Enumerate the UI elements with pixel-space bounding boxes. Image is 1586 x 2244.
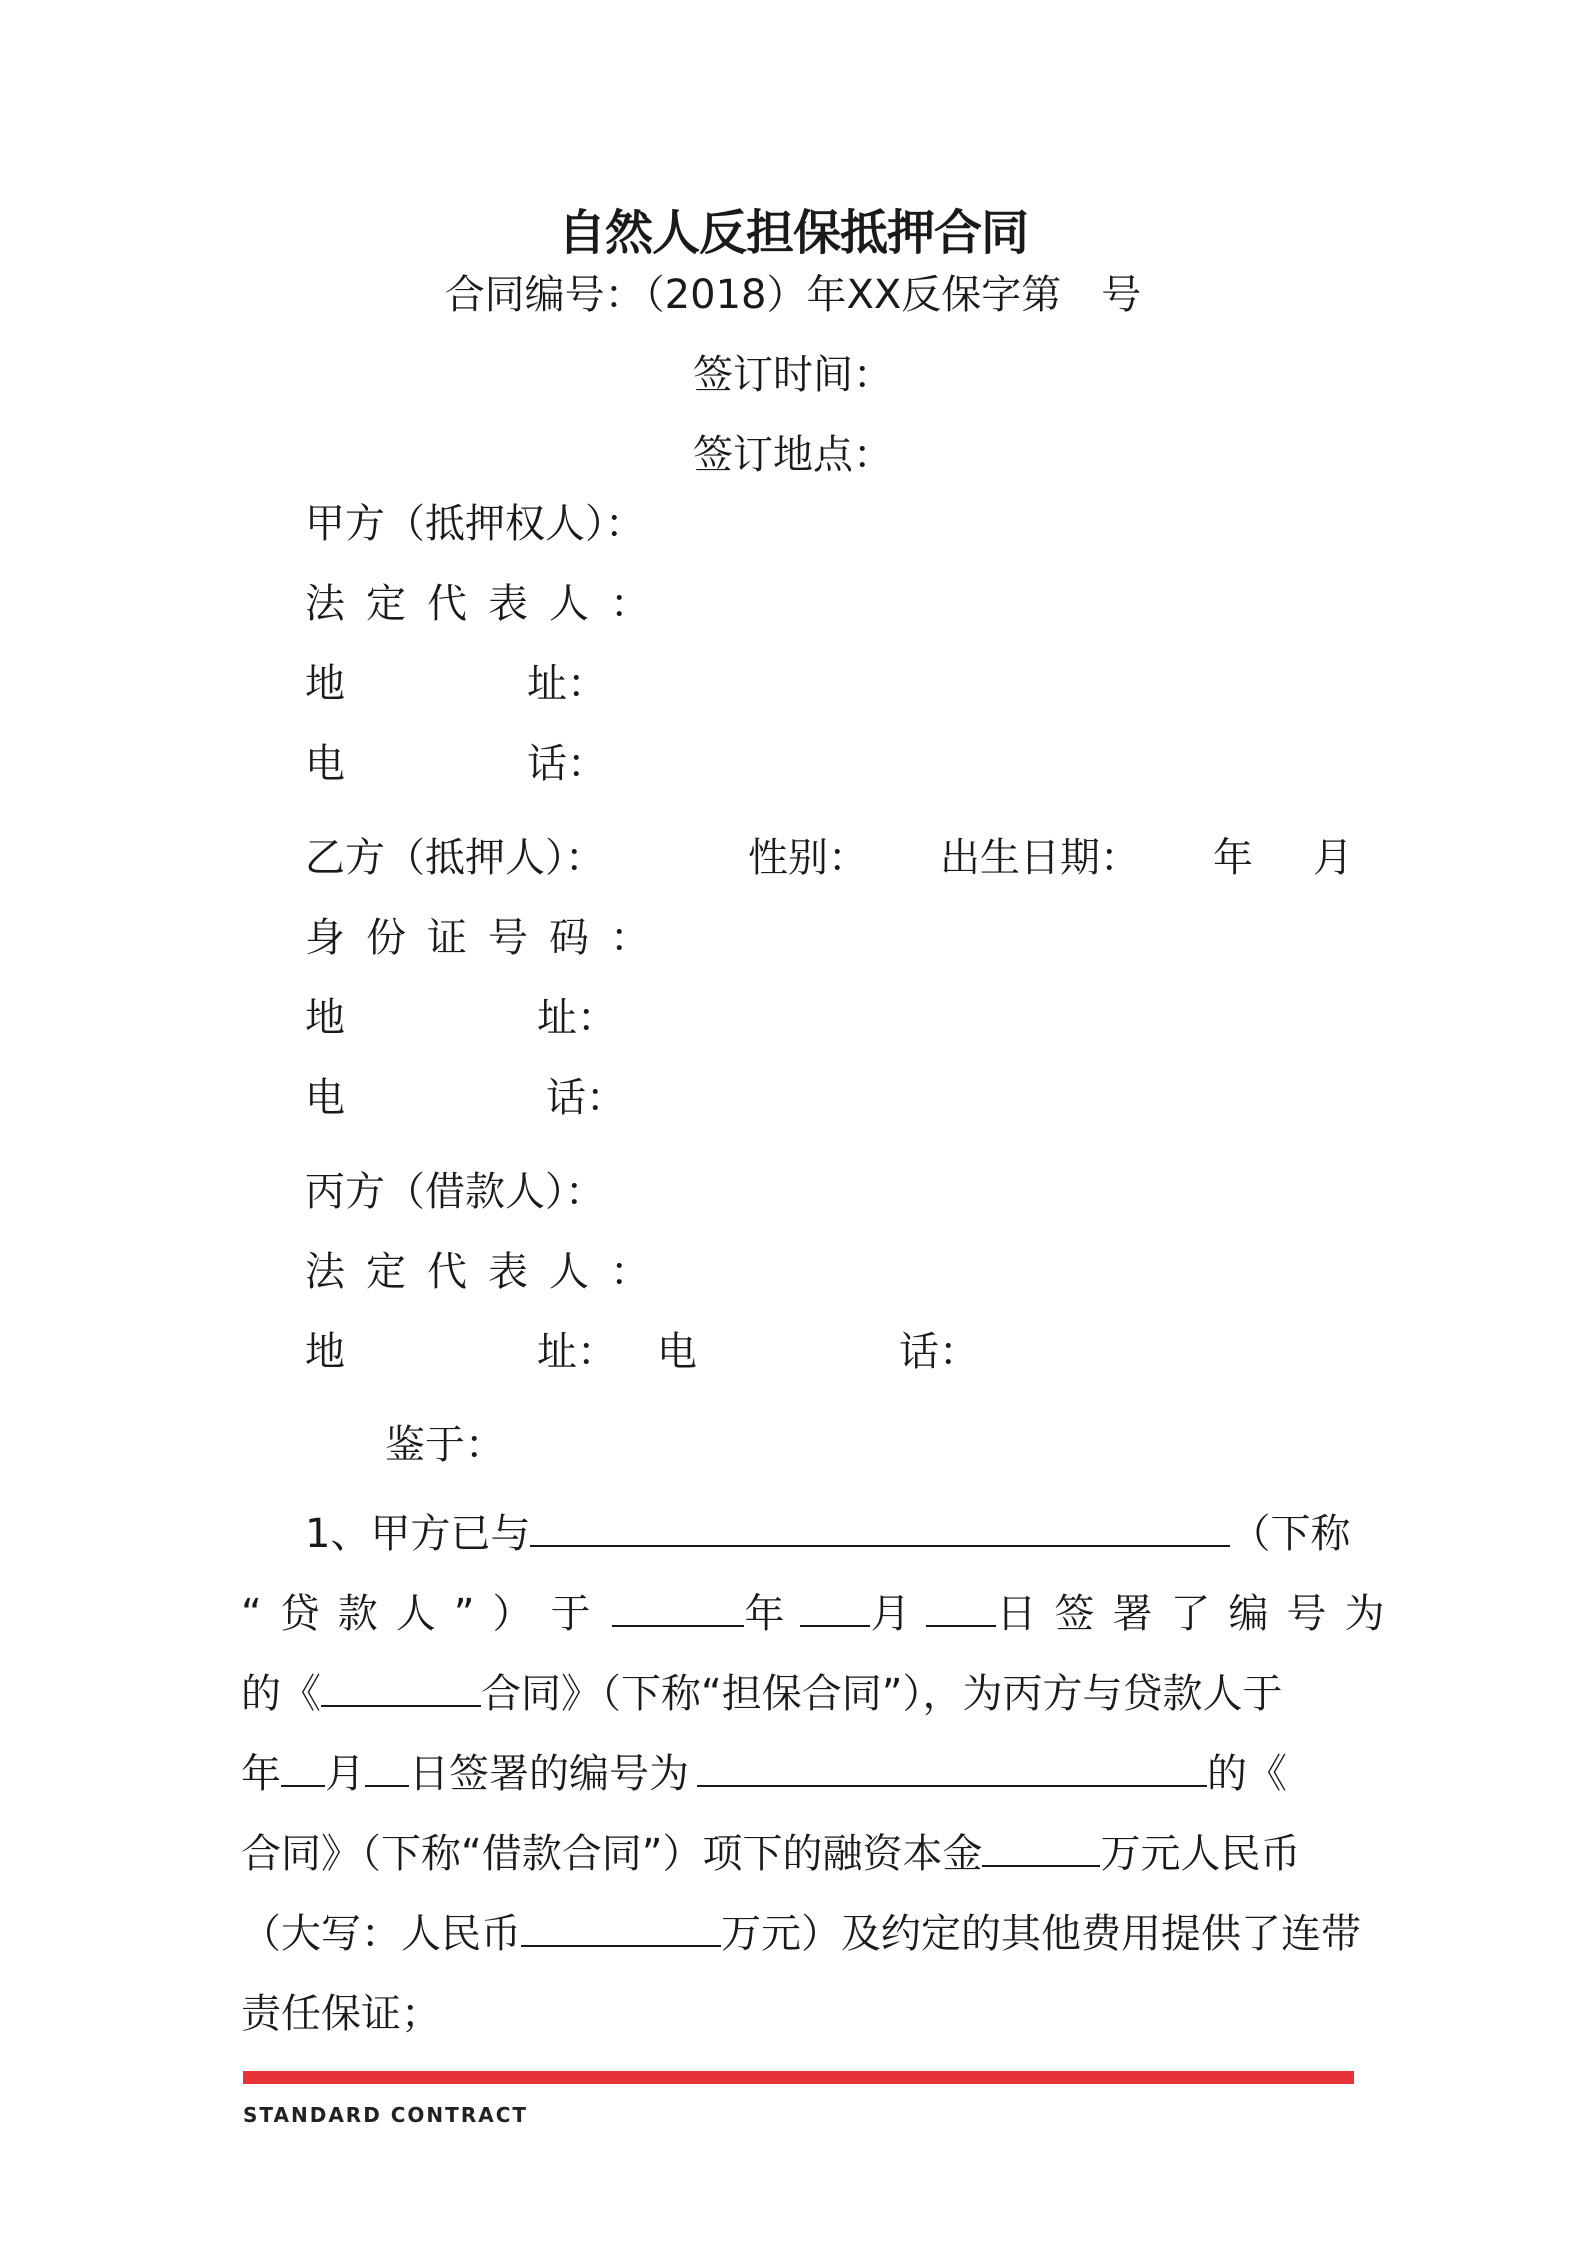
party-b-birth-date: 出生日期： (940, 835, 1140, 881)
loan-month-blank[interactable] (281, 1751, 325, 1787)
clause-1-line-5: 合同》（下称“借款合同”）项下的融资本金 万元人民币 (241, 1831, 1301, 1877)
sign-day-blank[interactable] (926, 1591, 996, 1627)
party-c-address-label-1: 地 (305, 1329, 345, 1375)
party-a-address-label-2: 址： (527, 661, 607, 707)
signing-time: 签订时间： (693, 352, 893, 398)
party-b-address-label-2: 址： (537, 995, 617, 1041)
party-a-legal-rep: 法定代表人： (305, 581, 671, 627)
sign-month-blank[interactable] (800, 1591, 870, 1627)
party-b-gender: 性别： (748, 835, 868, 881)
party-b-phone-label-2: 话： (546, 1075, 626, 1121)
party-c-address-label-2: 址： (537, 1329, 617, 1375)
clause-1-line-7: 责任保证； (241, 1991, 441, 2037)
party-b-header: 乙方（抵押人）： (305, 835, 605, 881)
footer-label: STANDARD CONTRACT (243, 2103, 529, 2127)
party-c-header: 丙方（借款人）： (305, 1169, 605, 1215)
party-c-phone-label-2: 话： (899, 1329, 979, 1375)
clause-1 (241, 1494, 1403, 2054)
document-title: 自然人反担保抵押合同 (557, 205, 1028, 261)
party-a-phone-label-2: 话： (527, 741, 607, 787)
loan-contract-number-blank[interactable] (697, 1751, 1207, 1787)
signing-place: 签订地点： (693, 432, 893, 478)
clause-1-line-2: “贷款人”）于 年 月 日签署了编号为 (241, 1591, 1403, 1637)
party-a-address-label-1: 地 (305, 661, 345, 707)
principal-amount-words-blank[interactable] (521, 1911, 721, 1947)
footer-red-bar (243, 2071, 1354, 2084)
sign-year-blank[interactable] (612, 1591, 744, 1627)
principal-amount-blank[interactable] (982, 1831, 1100, 1867)
whereas-heading: 鉴于： (385, 1422, 505, 1468)
lender-name-blank[interactable] (530, 1511, 1230, 1547)
party-a-header: 甲方（抵押权人）： (305, 501, 645, 547)
party-b-birth-month: 月 (1313, 835, 1353, 881)
party-b-address-label-1: 地 (305, 995, 345, 1041)
party-b-phone-label-1: 电 (305, 1075, 345, 1121)
guarantee-contract-name-blank[interactable] (321, 1671, 481, 1707)
clause-1-line-4: 年 月 日签署的编号为 的《 (241, 1751, 1287, 1797)
loan-day-blank[interactable] (365, 1751, 409, 1787)
party-c-legal-rep: 法定代表人： (305, 1249, 671, 1295)
party-a-phone-label-1: 电 (305, 741, 345, 787)
contract-number: 合同编号：（2018）年XX反保字第 号 (444, 272, 1142, 318)
party-b-birth-year: 年 (1213, 835, 1253, 881)
party-b-id-number: 身份证号码： (305, 915, 671, 961)
clause-1-line-3: 的《 合同》（下称“担保合同”），为丙方与贷款人于 (241, 1671, 1283, 1717)
party-c-phone-label-1: 电 (657, 1329, 697, 1375)
clause-1-line-1: 1、甲方已与 （下称 (305, 1511, 1351, 1557)
clause-1-line-6: （大写：人民币 万元）及约定的其他费用提供了连带 (241, 1911, 1361, 1957)
